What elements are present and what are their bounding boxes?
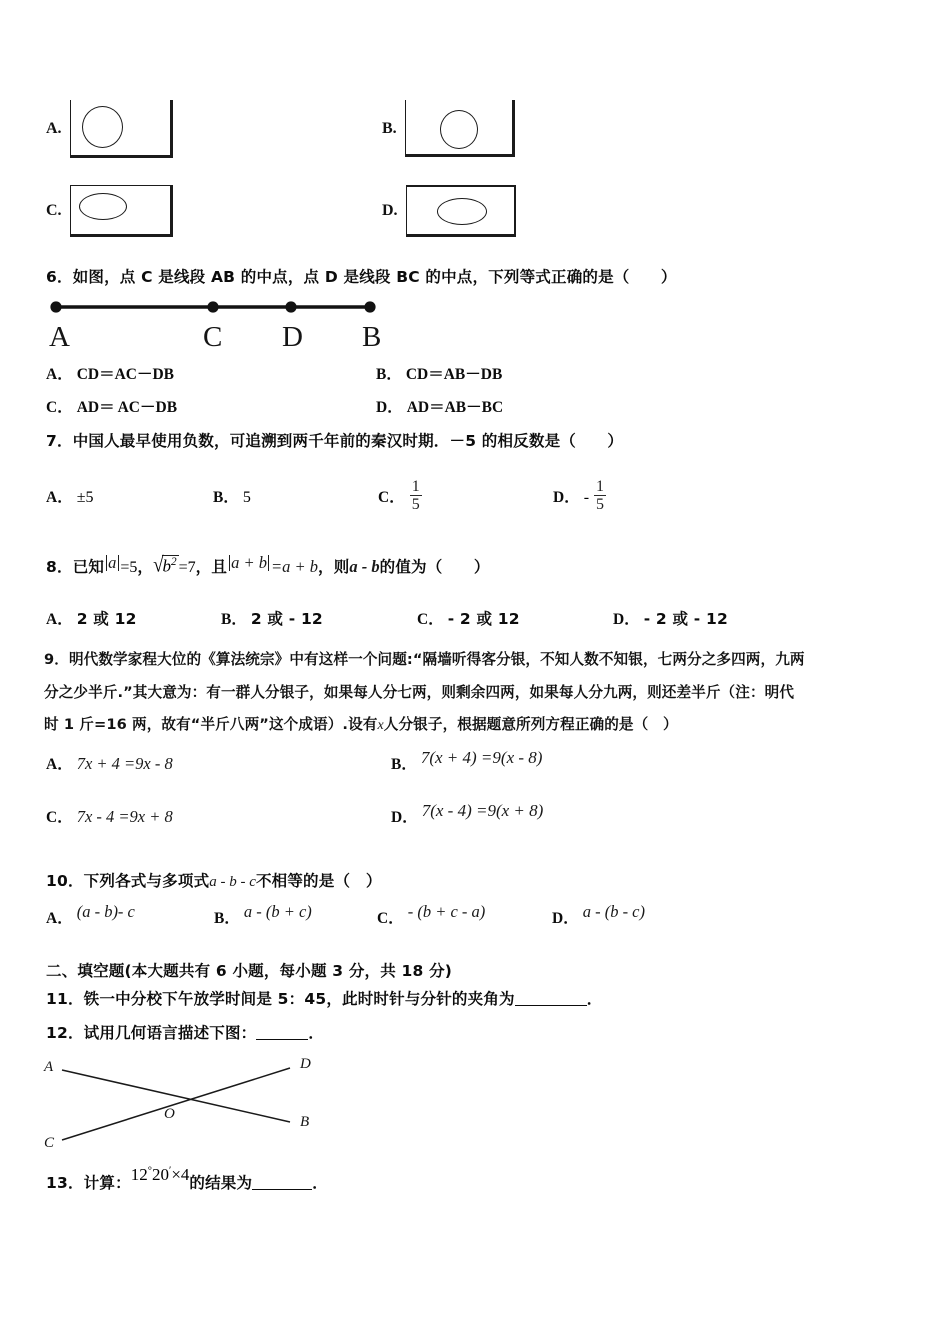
q9-option-c-equation: 7x - 4 =9x + 8 bbox=[76, 807, 173, 826]
question-9-variable-x: x bbox=[377, 718, 384, 734]
fraction-numerator: 1 bbox=[596, 478, 605, 495]
svg-text:D: D bbox=[282, 321, 303, 353]
expr-a-plus-b: a + b bbox=[231, 553, 267, 572]
q6-option-b-text: CD＝AB－DB bbox=[405, 366, 503, 383]
q10-option-b-label: B． bbox=[214, 910, 240, 927]
q10-option-b[interactable] bbox=[214, 902, 377, 928]
question-12-body-after: ． bbox=[308, 1024, 325, 1042]
q7-option-b-value: 5 bbox=[242, 488, 251, 506]
fraction-numerator: 1 bbox=[411, 478, 420, 495]
q7-option-a-label: A． bbox=[46, 488, 73, 506]
q6-option-b[interactable] bbox=[376, 362, 502, 384]
q8-option-d-text: - 2 或 - 12 bbox=[643, 610, 729, 628]
question-10-body-before: 下列各式与多项式 bbox=[83, 872, 210, 890]
minutes-value: 20 bbox=[152, 1165, 169, 1184]
q5-option-c[interactable] bbox=[46, 185, 173, 237]
section-2-heading-text: 二、填空题(本大题共有 6 小题，每小题 3 分，共 18 分) bbox=[46, 962, 453, 980]
question-11-body-after: ． bbox=[586, 990, 603, 1008]
question-12-figure bbox=[38, 1046, 358, 1164]
question-12-number: 12． bbox=[46, 1024, 84, 1042]
question-11-text bbox=[46, 988, 926, 1011]
q8-option-a-text: 2 或 12 bbox=[76, 610, 137, 628]
degrees-value: 12 bbox=[130, 1165, 148, 1184]
svg-text:D: D bbox=[300, 1056, 311, 1072]
q9-option-a-label: A． bbox=[46, 756, 73, 773]
question-6-text bbox=[46, 266, 926, 289]
question-11-answer-blank[interactable] bbox=[515, 990, 587, 1006]
q8-option-b-text: 2 或 - 12 bbox=[250, 610, 323, 628]
q10-option-d-expression: a - (b - c) bbox=[582, 902, 646, 921]
question-13-number: 13． bbox=[46, 1174, 84, 1192]
q8-then: 则 bbox=[333, 558, 350, 576]
q8-option-a[interactable] bbox=[46, 607, 221, 631]
question-7-body: 中国人最早使用负数，可追溯到两千年前的秦汉时期．－5 的相反数是（ ） bbox=[72, 432, 624, 450]
q9-option-c[interactable] bbox=[46, 805, 391, 827]
multiply-operand: ×4 bbox=[171, 1165, 190, 1184]
q7-option-a-value: ±5 bbox=[76, 488, 94, 506]
svg-text:C: C bbox=[44, 1135, 55, 1151]
q9-option-b[interactable] bbox=[391, 748, 543, 774]
q7-option-a[interactable] bbox=[46, 485, 213, 507]
q8-target-expression: a - b bbox=[349, 557, 380, 576]
question-13-body-before: 计算： bbox=[83, 1174, 131, 1192]
q9-option-b-label: B． bbox=[391, 756, 417, 773]
q7-option-c-fraction bbox=[410, 478, 422, 514]
q6-option-a[interactable] bbox=[46, 362, 376, 384]
question-12-answer-blank[interactable] bbox=[256, 1024, 308, 1040]
q5-option-a-figure bbox=[70, 100, 173, 158]
radical-sign: √ bbox=[153, 554, 164, 578]
question-8-lead: 已知 bbox=[72, 558, 105, 576]
q10-option-a-expression: (a - b)- c bbox=[76, 902, 135, 921]
q6-option-d[interactable] bbox=[376, 395, 503, 417]
q8-sep1: ， bbox=[137, 558, 154, 576]
q6-option-c[interactable] bbox=[46, 395, 376, 417]
abs-expression-a-plus-b bbox=[227, 553, 271, 573]
q7-option-c-label: C． bbox=[378, 489, 405, 507]
question-9-line-3 bbox=[44, 713, 930, 738]
question-13-period: ． bbox=[312, 1174, 328, 1192]
q10-option-d-label: D． bbox=[552, 910, 579, 927]
variable-a: a bbox=[108, 553, 117, 572]
q7-option-b-label: B． bbox=[213, 488, 239, 506]
question-13-text bbox=[46, 1165, 926, 1195]
q10-option-c[interactable] bbox=[377, 902, 552, 928]
question-10-polynomial: a - b - c bbox=[209, 874, 256, 890]
question-6-figure bbox=[40, 293, 400, 355]
q7-option-c[interactable] bbox=[378, 478, 553, 514]
question-7-number: 7． bbox=[46, 432, 73, 450]
q5-option-d-label: D. bbox=[382, 202, 398, 219]
q8-conjunction: 且 bbox=[211, 558, 228, 576]
q8-option-b[interactable] bbox=[221, 607, 417, 631]
question-9-options bbox=[46, 748, 926, 827]
question-9-line-1 bbox=[44, 648, 930, 672]
question-8-options bbox=[46, 607, 926, 631]
radicand: $b^2$ bbox=[162, 555, 177, 576]
q6-option-d-label: D． bbox=[376, 399, 403, 416]
q5-option-b-figure bbox=[405, 100, 515, 157]
svg-text:A: A bbox=[49, 321, 70, 353]
question-7-text bbox=[46, 430, 926, 453]
svg-text:C: C bbox=[203, 321, 223, 353]
question-9-line3-body-a: 时 1 斤=16 两，故有“半斤八两”这个成语）.设有 bbox=[44, 716, 378, 734]
q5-option-a-label: A. bbox=[46, 120, 62, 137]
q8-option-a-label: A． bbox=[46, 611, 73, 628]
q9-option-d[interactable] bbox=[391, 801, 544, 827]
q5-option-d-figure bbox=[406, 185, 516, 237]
question-13-answer-blank[interactable] bbox=[252, 1174, 312, 1190]
q5-option-c-figure bbox=[70, 185, 173, 237]
question-9-line-2 bbox=[44, 681, 930, 705]
fraction-denominator: 5 bbox=[596, 496, 605, 514]
question-10-number: 10． bbox=[46, 872, 84, 890]
question-6-options bbox=[46, 362, 926, 417]
q9-option-c-label: C． bbox=[46, 809, 73, 826]
q7-option-d-sign: - bbox=[583, 489, 590, 507]
question-11-body-before: 铁一中分校下午放学时间是 5：45，此时时针与分针的夹角为 bbox=[83, 990, 515, 1008]
question-13-body-after: 的结果为 bbox=[189, 1174, 253, 1192]
question-9-number: 9． bbox=[44, 651, 69, 668]
q8-tail: 的值为（ ） bbox=[379, 558, 490, 576]
q7-option-d-label: D． bbox=[553, 489, 580, 507]
q6-option-b-label: B． bbox=[376, 366, 402, 383]
q5-option-d[interactable] bbox=[382, 185, 516, 237]
circle-shape bbox=[82, 106, 123, 148]
q5-option-a[interactable] bbox=[46, 100, 173, 158]
svg-text:B: B bbox=[362, 321, 382, 353]
q6-option-d-text: AD＝AB－BC bbox=[406, 399, 504, 416]
question-10-body-after: 不相等的是（ ） bbox=[255, 872, 382, 890]
radicand-exponent: 2 bbox=[171, 555, 177, 568]
q6-option-a-text: CD＝AC－DB bbox=[76, 366, 175, 383]
question-8-number: 8． bbox=[46, 558, 73, 576]
degree-symbol: ° bbox=[147, 1165, 152, 1177]
q8-eq2: =7 bbox=[178, 559, 196, 576]
svg-text:A: A bbox=[44, 1059, 54, 1075]
question-8-text bbox=[46, 553, 926, 579]
svg-text:O: O bbox=[164, 1106, 175, 1122]
question-10-options bbox=[46, 902, 926, 928]
svg-text:B: B bbox=[300, 1114, 310, 1130]
q5-option-b[interactable] bbox=[382, 100, 515, 157]
q10-option-c-expression: - (b + c - a) bbox=[407, 902, 486, 921]
q8-eq1: =5 bbox=[120, 559, 138, 576]
ellipse-shape bbox=[437, 198, 487, 225]
question-9-line2-body: 分之少半斤.”其大意为：有一群人分银子，如果每人分七两，则剩余四两，如果每人分九两，则还差半斤（注：明代 bbox=[44, 683, 795, 701]
square-root-expression bbox=[153, 555, 179, 578]
q10-option-b-expression: a - (b + c) bbox=[243, 902, 312, 921]
q8-option-c-label: C． bbox=[417, 611, 444, 628]
q7-option-d-fraction bbox=[594, 478, 606, 514]
abs-expression-a bbox=[104, 553, 120, 573]
q9-option-d-equation: 7(x - 4) =9(x + 8) bbox=[421, 801, 544, 820]
q8-option-d-label: D． bbox=[613, 611, 640, 628]
minute-symbol: ′ bbox=[169, 1165, 172, 1177]
q10-option-a[interactable] bbox=[46, 902, 214, 928]
q8-option-d[interactable] bbox=[613, 607, 728, 631]
q6-option-c-text: AD＝ AC－DB bbox=[76, 399, 178, 416]
question-7-options bbox=[46, 478, 926, 514]
section-2-heading bbox=[46, 960, 926, 983]
q8-option-c-text: - 2 或 12 bbox=[447, 610, 520, 628]
q6-option-a-label: A． bbox=[46, 366, 73, 383]
q9-option-d-label: D． bbox=[391, 809, 418, 826]
q5-option-b-label: B. bbox=[382, 119, 397, 137]
question-9-line3-body-b: 人分银子，根据题意所列方程正确的是（ ） bbox=[383, 716, 678, 734]
question-9-text bbox=[44, 648, 930, 738]
q9-option-a[interactable] bbox=[46, 752, 391, 774]
q10-option-c-label: C． bbox=[377, 910, 404, 927]
question-6-number: 6． bbox=[46, 268, 73, 286]
question-10-text bbox=[46, 870, 926, 893]
q8-option-c[interactable] bbox=[417, 607, 613, 631]
q8-sep3: ， bbox=[317, 558, 334, 576]
q10-option-a-label: A． bbox=[46, 910, 73, 927]
circle-shape bbox=[440, 110, 478, 149]
question-9-line1-body: 明代数学家程大位的《算法统宗》中有这样一个问题:“隔墙听得客分银，不知人数不知银，七两分之多四两，九两 bbox=[68, 651, 805, 668]
question-6-body: 如图，点 C 是线段 AB 的中点，点 D 是线段 BC 的中点，下列等式正确的是（ ） bbox=[72, 268, 677, 286]
q10-option-d[interactable] bbox=[552, 902, 646, 928]
q8-eq3: =a + b bbox=[270, 557, 318, 576]
ellipse-shape bbox=[79, 193, 127, 220]
q7-option-d[interactable] bbox=[553, 478, 607, 514]
q9-option-a-equation: 7x + 4 =9x - 8 bbox=[76, 754, 173, 773]
question-13-expression bbox=[131, 1165, 190, 1184]
question-11-number: 11． bbox=[46, 990, 84, 1008]
question-12-body-before: 试用几何语言描述下图： bbox=[83, 1024, 257, 1042]
q5-option-c-label: C. bbox=[46, 202, 62, 219]
fraction-denominator: 5 bbox=[411, 496, 420, 514]
q6-option-c-label: C． bbox=[46, 399, 73, 416]
q8-option-b-label: B． bbox=[221, 611, 247, 628]
q9-option-b-equation: 7(x + 4) =9(x - 8) bbox=[420, 748, 543, 767]
q7-option-b[interactable] bbox=[213, 485, 378, 507]
q8-sep2: ， bbox=[195, 558, 212, 576]
question-12-text bbox=[46, 1022, 926, 1045]
